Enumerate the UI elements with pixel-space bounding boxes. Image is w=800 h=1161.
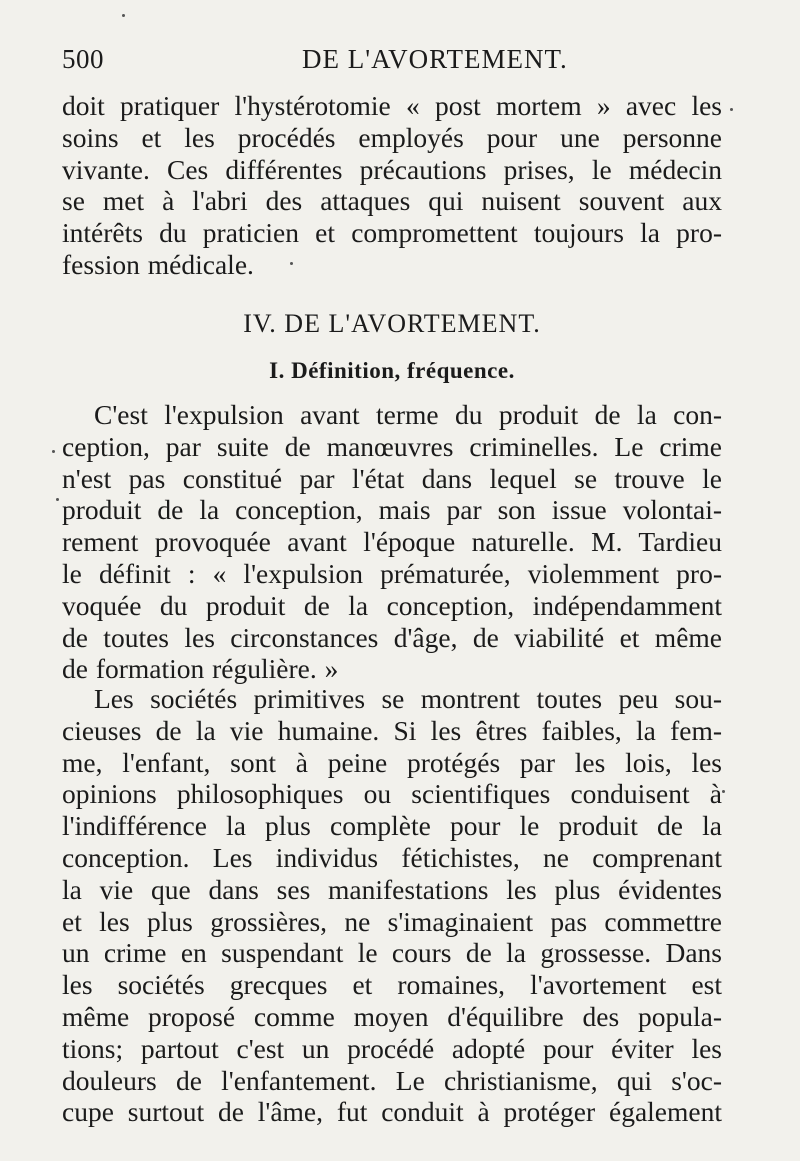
text-line: le définit : « l'expulsion prématurée, violemment pro- [62,557,722,589]
text-line: tions; partout c'est un procédé adopté pour éviter les [62,1032,722,1064]
ink-speck [722,790,725,793]
text-line: un crime en suspendant le cours de la grossesse. Dans [62,937,722,969]
subsection-title: I. Définition, fréquence. [269,358,515,383]
text-line: fession médicale. [62,248,254,280]
section-title: IV. DE L'AVORTEMENT. [243,309,541,338]
text-line: rement provoquée avant l'époque naturelle. M. Tardieu [62,526,722,558]
ink-speck [122,14,125,17]
text-line: de toutes les circonstances d'âge, de viabilité et même [62,621,722,653]
text-line: vivante. Ces différentes précautions prises, le médecin [62,153,722,185]
text-line: opinions philosophiques ou scientifiques conduisent à [62,778,722,810]
paragraph-continued [62,90,722,281]
text-line: n'est pas constitué par l'état dans lequel se trouve le [62,462,722,494]
page-number: 500 [62,44,104,74]
text-line: l'indifférence la plus complète pour le produit de la [62,810,722,842]
text-line: douleurs de l'enfantement. Le christianisme, qui s'oc- [62,1064,722,1096]
text-line: la vie que dans ses manifestations les plus évidentes [62,873,722,905]
running-head: DE L'AVORTEMENT. [302,44,568,74]
paragraph-history [62,683,722,1128]
text-line: les sociétés grecques et romaines, l'avortement est [62,969,722,1001]
paragraph-definition [62,399,722,685]
ink-speck [290,262,293,265]
text-line: cupe surtout de l'âme, fut conduit à protéger également [62,1096,722,1128]
text-line: ception, par suite de manœuvres criminelles. Le crime [62,430,722,462]
text-line: Les sociétés primitives se montrent toutes peu sou- [94,683,722,714]
page-header [62,44,722,84]
text-line: conception. Les individus fétichistes, ne comprenant [62,841,722,873]
text-line: cieuses de la vie humaine. Si les êtres faibles, la fem- [62,714,722,746]
text-line: C'est l'expulsion avant terme du produit de la con- [94,399,722,430]
ink-speck [56,498,59,501]
text-line: se met à l'abri des attaques qui nuisent souvent aux [62,185,722,217]
text-line: voquée du produit de la conception, indépendamment [62,589,722,621]
text-line: et les plus grossières, ne s'imaginaient pas commettre [62,905,722,937]
text-line: même proposé comme moyen d'équilibre des popula- [62,1000,722,1032]
text-line: me, l'enfant, sont à peine protégés par les lois, les [62,746,722,778]
text-line: de formation régulière. » [62,653,339,685]
text-line: produit de la conception, mais par son issue volontai- [62,494,722,526]
text-line: intérêts du praticien et compromettent toujours la pro- [62,217,722,249]
ink-speck [730,108,733,111]
ink-speck [52,450,55,453]
text-line: soins et les procédés employés pour une personne [62,121,722,153]
text-line: doit pratiquer l'hystérotomie « post mortem » avec les [62,90,722,121]
